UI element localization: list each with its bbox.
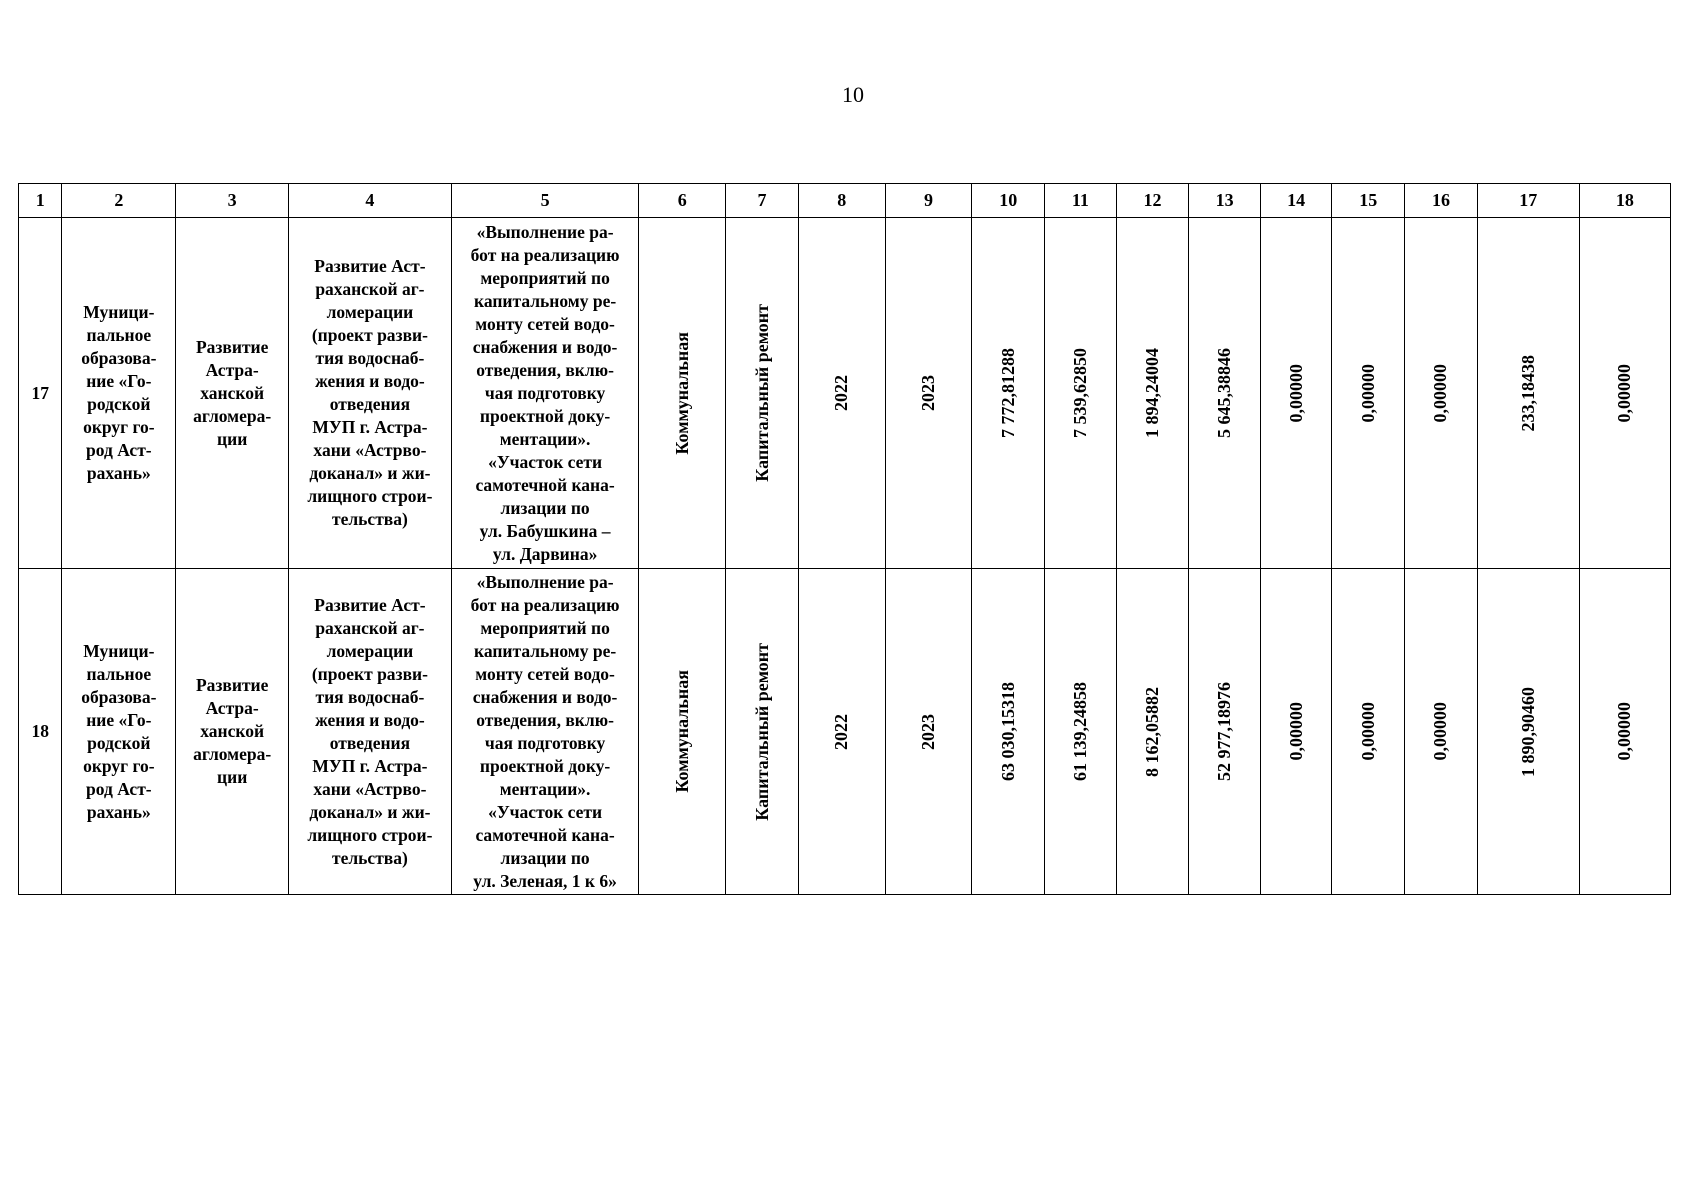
value-text: 52 977,18976: [1214, 682, 1235, 781]
header-cell: 9: [885, 184, 972, 218]
object-cell: [451, 218, 639, 569]
header-cell: 5: [451, 184, 639, 218]
value-text: 63 030,15318: [997, 682, 1018, 781]
start-year-text: 2022: [831, 713, 852, 750]
header-row: [19, 184, 1671, 218]
start-year-text: 2022: [831, 375, 852, 411]
value-cell: [1405, 569, 1478, 895]
value-cell: [1477, 569, 1579, 895]
row-number: 18: [19, 569, 62, 895]
project-cell: [176, 569, 289, 895]
start-year-cell: [798, 569, 885, 895]
header-cell: 17: [1477, 184, 1579, 218]
value-cell: [1189, 218, 1261, 569]
page-number: 10: [842, 82, 864, 107]
end-year-cell: [885, 569, 972, 895]
value-cell: [1116, 218, 1189, 569]
value-text: 0,00000: [1430, 702, 1451, 761]
value-text: 0,00000: [1430, 363, 1451, 423]
municipality-text: Муници- пальное образова- ние «Го- родской округ го- род Аст- рахань»: [81, 640, 157, 822]
work-type-cell: [726, 569, 799, 895]
value-text: 7 539,62850: [1069, 348, 1090, 438]
table-row: [19, 218, 1671, 569]
work-type-text: Капитальный ремонт: [751, 304, 772, 482]
value-cell: [972, 218, 1045, 569]
ownership-cell: [639, 569, 726, 895]
table-row: [19, 569, 1671, 895]
value-cell: [1332, 569, 1405, 895]
value-text: 0,00000: [1614, 363, 1635, 423]
header-cell: 10: [972, 184, 1045, 218]
value-text: 5 645,38846: [1214, 348, 1235, 438]
value-cell: [1116, 569, 1189, 895]
header-cell: 13: [1189, 184, 1261, 218]
ownership-text: Коммунальная: [671, 670, 692, 793]
value-text: 233,18438: [1517, 354, 1538, 432]
header-cell: 11: [1045, 184, 1117, 218]
header-cell: 16: [1405, 184, 1478, 218]
value-text: 0,00000: [1285, 363, 1306, 423]
value-text: 1 890,90460: [1517, 686, 1538, 777]
program-text: Развитие Аст- раханской аг- ломерации (проект разви- тия водоснаб- жения и водо- отведения МУП г. Астра- хани «Астрво- доканал» и жи- лищного строи- тельства): [307, 594, 433, 868]
value-text: 8 162,05882: [1141, 686, 1162, 777]
object-cell: [451, 569, 639, 895]
project-cell: [176, 218, 289, 569]
value-text: 1 894,24004: [1141, 348, 1162, 438]
project-text: Развитие Астра- ханской агломера- ции: [193, 675, 272, 787]
value-cell: [1332, 218, 1405, 569]
object-text: «Выполнение ра- бот на реализацию мероприятий по капитальному ре- монту сетей водо- снабжения и водо- отведения, вклю- чая подготовку проектной доку- ментации». «Участок сети самотечной кана- лизации по ул. Зеленая, 1 к 6»: [470, 571, 620, 891]
header-cell: 14: [1260, 184, 1332, 218]
header-cell: 2: [62, 184, 176, 218]
value-cell: [1477, 218, 1579, 569]
object-text: «Выполнение ра- бот на реализацию мероприятий по капитальному ре- монту сетей водо- снабжения и водо- отведения, вклю- чая подготовку проектной доку- ментации». «Участок сети самотечной кана- лизации по ул. Бабушкина – ул. Дарвина»: [470, 221, 620, 564]
municipality-cell: [62, 218, 176, 569]
value-cell: [1260, 569, 1332, 895]
header-cell: 1: [19, 184, 62, 218]
value-text: 61 139,24858: [1069, 682, 1090, 781]
value-cell: [972, 569, 1045, 895]
value-cell: [1189, 569, 1261, 895]
header-cell: 6: [639, 184, 726, 218]
program-cell: [289, 569, 452, 895]
work-type-text: Капитальный ремонт: [751, 642, 772, 821]
program-cell: [289, 218, 452, 569]
value-text: 0,00000: [1285, 702, 1306, 761]
value-cell: [1045, 218, 1117, 569]
header-cell: 4: [289, 184, 452, 218]
header-cell: 15: [1332, 184, 1405, 218]
ownership-text: Коммунальная: [671, 331, 692, 455]
row-number: 17: [19, 218, 62, 569]
value-text: 0,00000: [1357, 363, 1378, 423]
header-cell: 18: [1579, 184, 1670, 218]
value-text: 7 772,81288: [997, 348, 1018, 438]
value-text: 0,00000: [1357, 702, 1378, 761]
value-cell: [1045, 569, 1117, 895]
end-year-text: 2023: [917, 713, 938, 750]
value-cell: [1579, 569, 1670, 895]
work-type-cell: [726, 218, 799, 569]
data-table: [18, 183, 1671, 895]
start-year-cell: [798, 218, 885, 569]
value-cell: [1260, 218, 1332, 569]
header-cell: 7: [726, 184, 799, 218]
municipality-text: Муници- пальное образова- ние «Го- родской округ го- род Аст- рахань»: [81, 302, 157, 483]
project-text: Развитие Астра- ханской агломера- ции: [193, 336, 272, 449]
header-cell: 8: [798, 184, 885, 218]
ownership-cell: [639, 218, 726, 569]
municipality-cell: [62, 569, 176, 895]
end-year-text: 2023: [917, 375, 938, 411]
value-cell: [1579, 218, 1670, 569]
end-year-cell: [885, 218, 972, 569]
header-cell: 3: [176, 184, 289, 218]
program-text: Развитие Аст- раханской аг- ломерации (проект разви- тия водоснаб- жения и водо- отведения МУП г. Астра- хани «Астрво- доканал» и жи- лищного строи- тельства): [307, 256, 433, 529]
value-cell: [1405, 218, 1478, 569]
value-text: 0,00000: [1614, 702, 1635, 761]
header-cell: 12: [1116, 184, 1189, 218]
